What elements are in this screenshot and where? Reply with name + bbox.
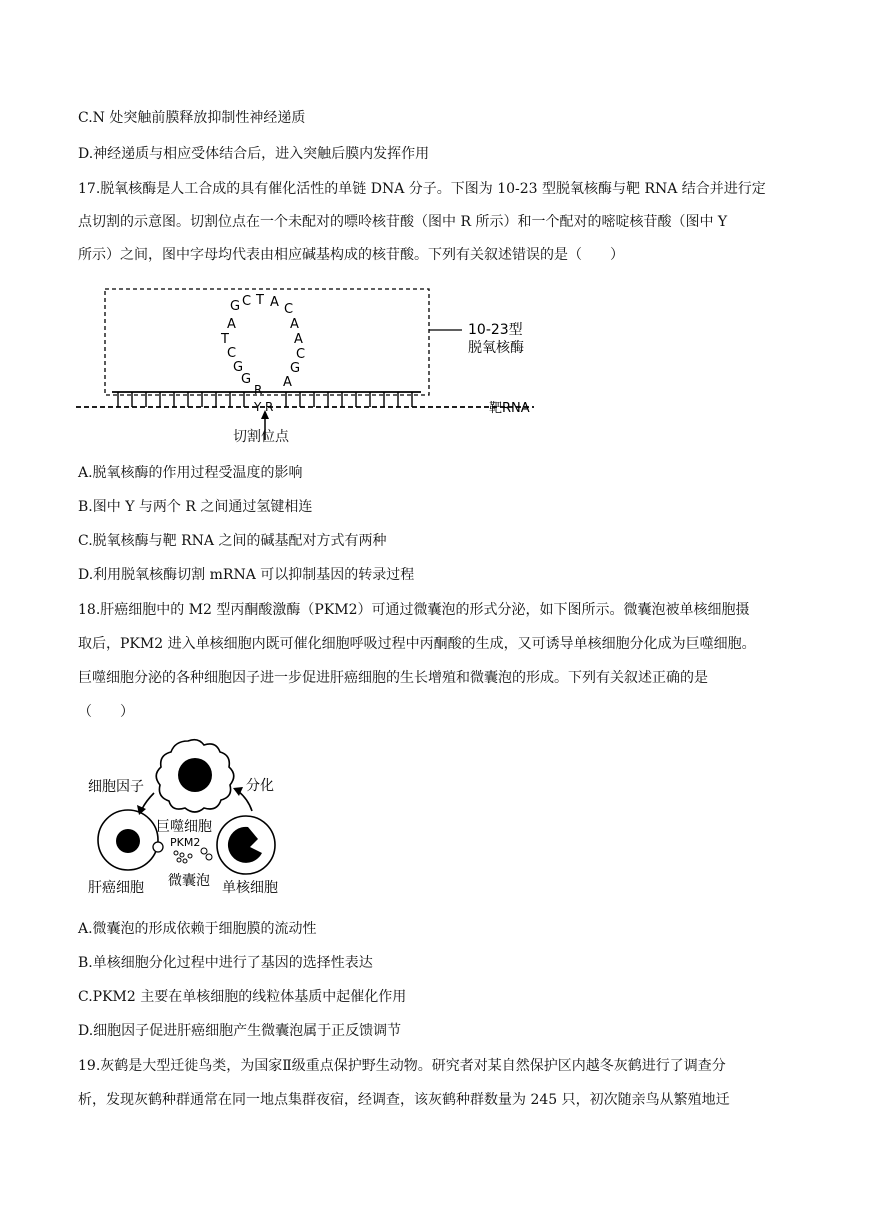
enzyme-label-type: 10-23型 — [468, 322, 523, 338]
q18-option-c: C.PKM2 主要在单核细胞的线粒体基质中起催化作用 — [78, 989, 407, 1005]
loop-base-g4: G — [241, 372, 252, 387]
loop-base-c1: C — [242, 294, 252, 309]
target-rna-label: 靶RNA — [489, 401, 530, 416]
q18-stem-line3: 巨噬细胞分泌的各种细胞因子进一步促进肝癌细胞的生长增殖和微囊泡的形成。下列有关叙述正确的是 — [78, 670, 708, 686]
differentiation-arrow — [238, 791, 252, 811]
q18-option-b: B.单核细胞分化过程中进行了基因的选择性表达 — [78, 955, 373, 971]
deoxyribozyme-figure — [76, 282, 546, 447]
loop-base-a3: A — [294, 332, 303, 347]
q19-stem-line1: 19.灰鹤是大型迁徙鸟类，为国家Ⅱ级重点保护野生动物。研究者对某自然保护区内越冬灰鹤进行了调查分 — [78, 1058, 726, 1074]
loop-base-a5: A — [227, 317, 236, 332]
enzyme-label-name: 脱氧核酶 — [468, 340, 524, 356]
loop-base-g2: G — [290, 361, 301, 376]
pkm2-cell-figure — [82, 735, 302, 900]
q18-option-a: A.微囊泡的形成依赖于细胞膜的流动性 — [78, 921, 317, 937]
q19-stem-line2: 析，发现灰鹤种群通常在同一地点集群夜宿，经调查，该灰鹤种群数量为 245 只，初次随亲鸟从繁殖地迁 — [78, 1092, 730, 1108]
q17-stem-line3: 所示）之间，图中字母均代表由相应碱基构成的核苷酸。下列有关叙述错误的是（ ） — [78, 247, 624, 263]
q17-stem-line1: 17.脱氧核酶是人工合成的具有催化活性的单链 DNA 分子。下图为 10-23 型脱氧核酶与靶 RNA 结合并进行定 — [78, 181, 766, 197]
loop-base-a2: A — [290, 317, 299, 332]
cytokine-arrow — [142, 793, 154, 809]
liver-cancer-label: 肝癌细胞 — [88, 880, 144, 896]
q18-option-d: D.细胞因子促进肝癌细胞产生微囊泡属于正反馈调节 — [78, 1023, 402, 1039]
q17-option-d: D.利用脱氧核酶切割 mRNA 可以抑制基因的转录过程 — [78, 567, 415, 583]
loop-base-c4: C — [227, 346, 237, 361]
target-base-r: R — [265, 400, 274, 414]
loop-base-t1: T — [256, 293, 264, 308]
liver-cancer-nucleus — [116, 829, 140, 853]
q17-stem-line2: 点切割的示意图。切割位点在一个未配对的嘌呤核苷酸（图中 R 所示）和一个配对的嘧啶核苷酸（图中 Y — [78, 214, 728, 230]
q17-option-b: B.图中 Y 与两个 R 之间通过氢键相连 — [78, 499, 313, 515]
loop-base-a4: A — [283, 375, 292, 390]
cytokine-label: 细胞因子 — [88, 779, 144, 795]
macrophage-nucleus — [178, 758, 212, 792]
loop-base-r-enzyme: R — [254, 383, 263, 397]
microvesicle-label: 微囊泡 — [168, 873, 210, 889]
loop-base-c3: C — [296, 347, 306, 362]
q16-option-d: D.神经递质与相应受体结合后，进入突触后膜内发挥作用 — [78, 146, 430, 162]
q18-stem-line2: 取后，PKM2 进入单核细胞内既可催化细胞呼吸过程中丙酮酸的生成，又可诱导单核细胞分化成为巨噬细胞。 — [78, 636, 756, 652]
loop-base-c2: C — [284, 302, 294, 317]
q17-option-c: C.脱氧核酶与靶 RNA 之间的碱基配对方式有两种 — [78, 533, 387, 549]
budding-vesicle — [153, 842, 163, 852]
loop-base-a1: A — [270, 295, 279, 310]
pkm2-label: PKM2 — [170, 836, 201, 849]
loop-base-t2: T — [221, 332, 229, 347]
macrophage-label: 巨噬细胞 — [156, 819, 212, 835]
microvesicles — [174, 848, 212, 863]
differentiation-label: 分化 — [246, 778, 274, 794]
target-base-y: Y — [254, 400, 262, 414]
q17-option-a: A.脱氧核酶的作用过程受温度的影响 — [78, 465, 303, 481]
q16-option-c: C.N 处突触前膜释放抑制性神经递质 — [78, 110, 306, 126]
cut-site-label: 切割位点 — [233, 429, 289, 445]
loop-base-g1: G — [230, 299, 241, 314]
q18-stem-line1: 18.肝癌细胞中的 M2 型丙酮酸激酶（PKM2）可通过微囊泡的形式分泌，如下图所示。微囊泡被单核细胞摄 — [78, 602, 750, 618]
monocyte-label: 单核细胞 — [222, 880, 278, 896]
q18-stem-line4: （ ） — [78, 704, 134, 720]
loop-base-g3: G — [233, 360, 244, 375]
enzyme-box — [105, 289, 429, 395]
